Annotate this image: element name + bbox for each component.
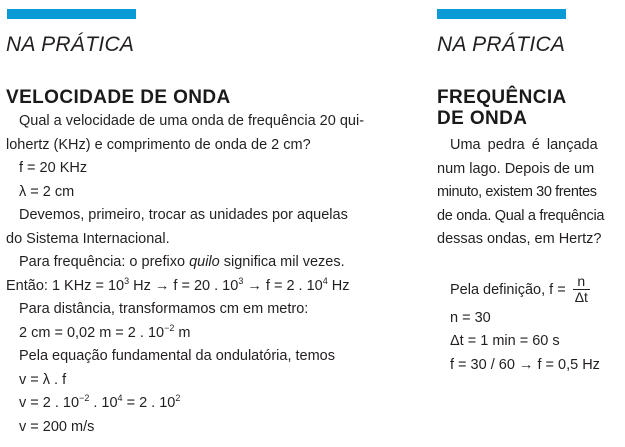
- calc-b: . 10: [89, 395, 118, 411]
- question-line-1: Uma pedra é lançada: [450, 137, 598, 153]
- velocity-formula: v = λ . f: [19, 371, 67, 388]
- then-d: Hz: [327, 277, 350, 294]
- right-title: [437, 87, 617, 129]
- frequency-prefix-pre: Para frequência: o prefixo: [19, 254, 190, 270]
- definition-text: Pela definição, f =: [450, 281, 570, 298]
- calc-a: v = 2 . 10: [19, 395, 80, 411]
- right-kicker: NA PRÁTICA: [437, 33, 566, 56]
- distance-conversion: [6, 322, 408, 346]
- n-value: n = 30: [450, 309, 491, 326]
- fraction-numerator: n: [573, 274, 590, 290]
- equation-intro: Pela equação fundamental da ondulatória, temos: [19, 348, 335, 364]
- then-c: → f = 2 . 10: [243, 277, 323, 294]
- frequency-prefix-word: quilo: [189, 254, 220, 270]
- left-title: VELOCIDADE DE ONDA: [6, 87, 231, 108]
- then-exp-3: 4: [322, 275, 328, 286]
- frequency-result: f = 30 / 60 → f = 0,5 Hz: [450, 356, 600, 373]
- calc-exp-1: −2: [79, 393, 90, 403]
- left-accent-bar: [7, 9, 136, 19]
- left-body: [6, 110, 408, 439]
- calc-exp-2: 4: [117, 393, 123, 403]
- frequency-prefix-post: significa mil vezes.: [219, 254, 345, 270]
- question-line-5: dessas ondas, em Hertz?: [437, 231, 602, 247]
- distance-b: m: [174, 324, 191, 341]
- calc-exp-3: 2: [175, 393, 181, 403]
- velocity-result: v = 200 m/s: [19, 418, 95, 435]
- right-title-line-1: FREQUÊNCIA: [437, 87, 567, 108]
- delta-t-value: Δt = 1 min = 60 s: [450, 333, 560, 349]
- distance-a: 2 cm = 0,02 m = 2 . 10: [19, 324, 165, 341]
- distance-exp: −2: [164, 322, 175, 333]
- velocity-calculation: [6, 392, 408, 416]
- definition-line: [437, 273, 621, 307]
- distance-intro: Para distância, transformamos cm em metro:: [19, 301, 309, 317]
- convert-line-1: Devemos, primeiro, trocar as unidades por aquelas: [19, 207, 348, 223]
- then-exp-1: 3: [124, 275, 130, 286]
- question-line-1: Qual a velocidade de uma onda de frequência 20 qui-: [19, 113, 365, 129]
- right-body: [437, 134, 621, 377]
- given-frequency: f = 20 KHz: [19, 160, 88, 176]
- then-a: Então: 1 KHz = 10: [6, 277, 125, 294]
- question-line-4: de onda. Qual a frequência: [437, 207, 605, 224]
- question-line-3: minuto, existem 30 frentes: [437, 184, 597, 200]
- left-kicker: NA PRÁTICA: [6, 33, 135, 56]
- question-line-2: num lago. Depois de um: [437, 160, 595, 177]
- question-line-2: lohertz (KHz) e comprimento de onda de 2 cm?: [6, 136, 311, 153]
- calc-c: = 2 . 10: [122, 395, 176, 411]
- convert-line-2: do Sistema Internacional.: [6, 230, 170, 247]
- right-accent-bar: [437, 9, 566, 19]
- spacer: [437, 252, 621, 273]
- given-wavelength: λ = 2 cm: [19, 183, 75, 200]
- frequency-fraction: [573, 274, 590, 305]
- fraction-denominator: Δt: [574, 289, 588, 306]
- conversion-khz-line: [6, 275, 408, 299]
- then-b: Hz → f = 20 . 10: [129, 277, 239, 294]
- then-exp-2: 3: [238, 275, 244, 286]
- frequency-prefix-line: [6, 251, 408, 275]
- right-title-line-2: DE ONDA: [437, 108, 528, 129]
